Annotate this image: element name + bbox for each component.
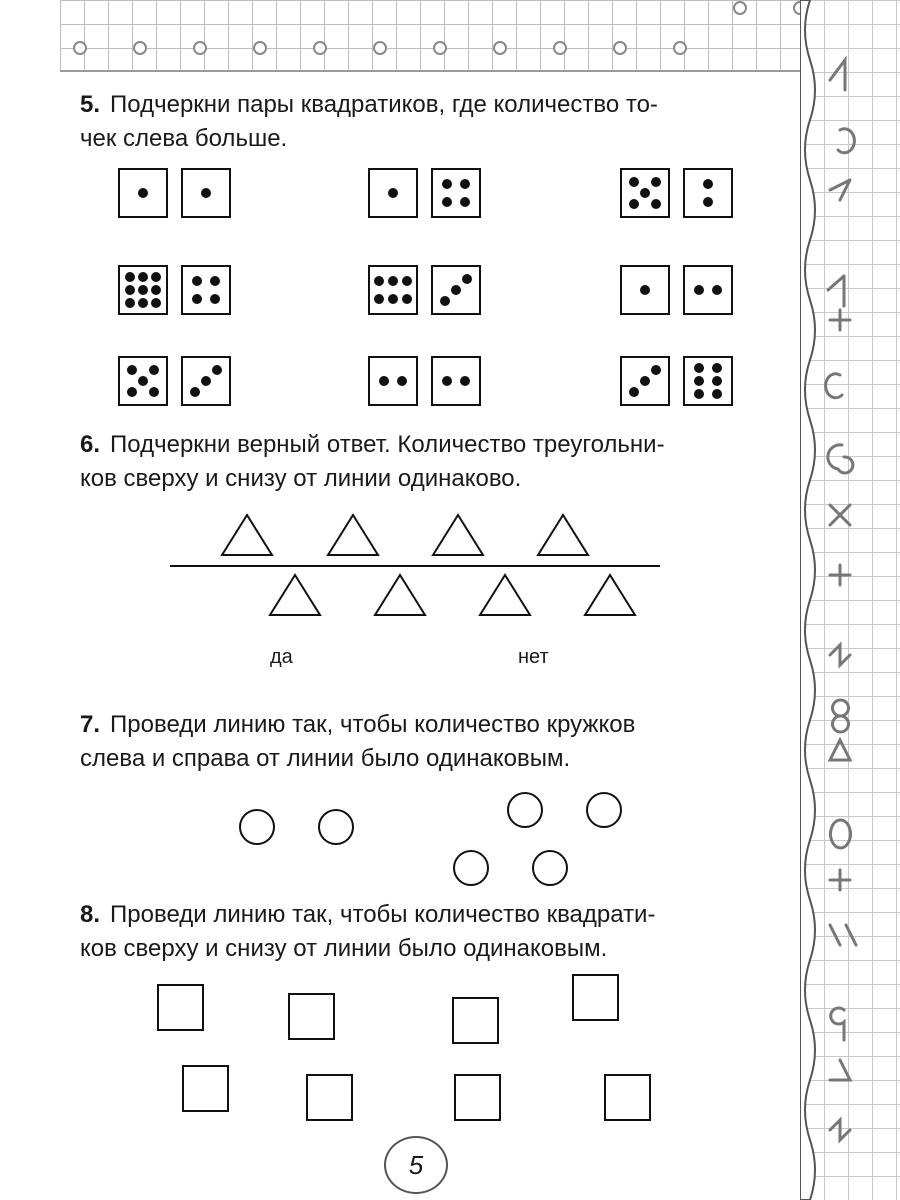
triangle-below xyxy=(270,575,320,615)
dot xyxy=(127,365,137,375)
triangle-below xyxy=(375,575,425,615)
triangles-figure xyxy=(160,510,670,620)
dot xyxy=(651,365,661,375)
dot xyxy=(374,276,384,286)
dot xyxy=(192,276,202,286)
dot xyxy=(651,177,661,187)
task-5 xyxy=(80,88,760,156)
task-text-line: Подчеркни верный ответ. Количество треугольни- xyxy=(110,431,665,458)
dot xyxy=(388,188,398,198)
dot xyxy=(629,199,639,209)
task-text-line: чек слева больше. xyxy=(80,125,288,152)
dot xyxy=(703,179,713,189)
dot xyxy=(712,389,722,399)
dot-square[interactable] xyxy=(181,265,231,315)
dot xyxy=(138,298,148,308)
dot-square[interactable] xyxy=(620,265,670,315)
dot-square[interactable] xyxy=(181,356,231,406)
dot-square[interactable] xyxy=(620,168,670,218)
dot xyxy=(125,298,135,308)
page-number: 5 xyxy=(384,1136,448,1194)
dot xyxy=(151,298,161,308)
task-text-line: слева и справа от линии было одинаковым. xyxy=(80,745,571,772)
circle xyxy=(240,810,274,844)
dot-square[interactable] xyxy=(118,356,168,406)
square xyxy=(455,1075,500,1120)
dot-square[interactable] xyxy=(118,168,168,218)
dot xyxy=(138,285,148,295)
dot xyxy=(397,376,407,386)
dot xyxy=(374,294,384,304)
square xyxy=(158,985,203,1030)
dot xyxy=(451,285,461,295)
dot xyxy=(151,285,161,295)
dot xyxy=(388,294,398,304)
dot xyxy=(402,294,412,304)
dot xyxy=(149,365,159,375)
dot xyxy=(694,389,704,399)
task-6 xyxy=(80,428,760,496)
square xyxy=(605,1075,650,1120)
triangle-below xyxy=(480,575,530,615)
circle xyxy=(319,810,353,844)
dot-square[interactable] xyxy=(368,356,418,406)
dot xyxy=(125,285,135,295)
dot xyxy=(442,376,452,386)
dot xyxy=(640,188,650,198)
dot-square[interactable] xyxy=(683,265,733,315)
dot xyxy=(210,294,220,304)
dot xyxy=(379,376,389,386)
dot xyxy=(138,188,148,198)
triangle-above xyxy=(328,515,378,555)
dot xyxy=(460,179,470,189)
dot xyxy=(712,376,722,386)
task-text-line: Проведи линию так, чтобы количество кружков xyxy=(110,711,636,738)
dot xyxy=(190,387,200,397)
answer-no[interactable]: нет xyxy=(518,646,549,668)
task-text-line: ков сверху и снизу от линии было одинаковым. xyxy=(80,935,608,962)
dot-square[interactable] xyxy=(181,168,231,218)
dot xyxy=(212,365,222,375)
dot xyxy=(640,285,650,295)
dot xyxy=(402,276,412,286)
task-text-line: Подчеркни пары квадратиков, где количество то- xyxy=(110,91,658,118)
dot-square[interactable] xyxy=(620,356,670,406)
dot-square[interactable] xyxy=(368,265,418,315)
circles-figure xyxy=(220,780,660,900)
dot xyxy=(388,276,398,286)
dot-square[interactable] xyxy=(431,265,481,315)
task-text-line: Проведи линию так, чтобы количество квадрати- xyxy=(110,901,656,928)
dot xyxy=(138,376,148,386)
dot xyxy=(201,376,211,386)
dot-square[interactable] xyxy=(431,356,481,406)
circle xyxy=(508,793,542,827)
square xyxy=(289,994,334,1039)
dot-square[interactable] xyxy=(431,168,481,218)
dot xyxy=(442,197,452,207)
dot xyxy=(703,197,713,207)
dot xyxy=(138,272,148,282)
circle xyxy=(533,851,567,885)
dot xyxy=(629,177,639,187)
dot-square[interactable] xyxy=(118,265,168,315)
square xyxy=(307,1075,352,1120)
dot xyxy=(125,272,135,282)
triangle-above xyxy=(222,515,272,555)
dot xyxy=(151,272,161,282)
dot xyxy=(127,387,137,397)
dot xyxy=(440,296,450,306)
task-number: 8. xyxy=(80,901,101,928)
dot xyxy=(442,179,452,189)
triangle-above xyxy=(433,515,483,555)
dot-square[interactable] xyxy=(683,168,733,218)
dot xyxy=(694,285,704,295)
triangle-above xyxy=(538,515,588,555)
task-number: 7. xyxy=(80,711,101,738)
answer-yes[interactable]: да xyxy=(270,646,293,668)
square xyxy=(453,998,498,1043)
task-number: 5. xyxy=(80,91,101,118)
dot xyxy=(460,376,470,386)
dot xyxy=(712,363,722,373)
dot xyxy=(201,188,211,198)
task-number: 6. xyxy=(80,431,101,458)
triangle-below xyxy=(585,575,635,615)
dot xyxy=(460,197,470,207)
square xyxy=(573,975,618,1020)
dot xyxy=(629,387,639,397)
spiral-rings-decoration xyxy=(60,0,820,70)
right-grid-border xyxy=(800,0,900,1200)
task-7 xyxy=(80,708,760,776)
dot xyxy=(149,387,159,397)
task-text-line: ков сверху и снизу от линии одинаково. xyxy=(80,465,522,492)
dot xyxy=(694,363,704,373)
square xyxy=(183,1066,228,1111)
dot xyxy=(640,376,650,386)
top-grid-border xyxy=(60,0,820,72)
squares-figure xyxy=(150,970,670,1130)
dot-square[interactable] xyxy=(368,168,418,218)
dot xyxy=(192,294,202,304)
dot-square[interactable] xyxy=(683,356,733,406)
circle xyxy=(454,851,488,885)
task-8 xyxy=(80,898,760,966)
dot xyxy=(210,276,220,286)
dot xyxy=(651,199,661,209)
dot xyxy=(694,376,704,386)
circle xyxy=(587,793,621,827)
dot xyxy=(712,285,722,295)
wavy-edge-decoration xyxy=(800,0,900,1200)
dot xyxy=(462,274,472,284)
